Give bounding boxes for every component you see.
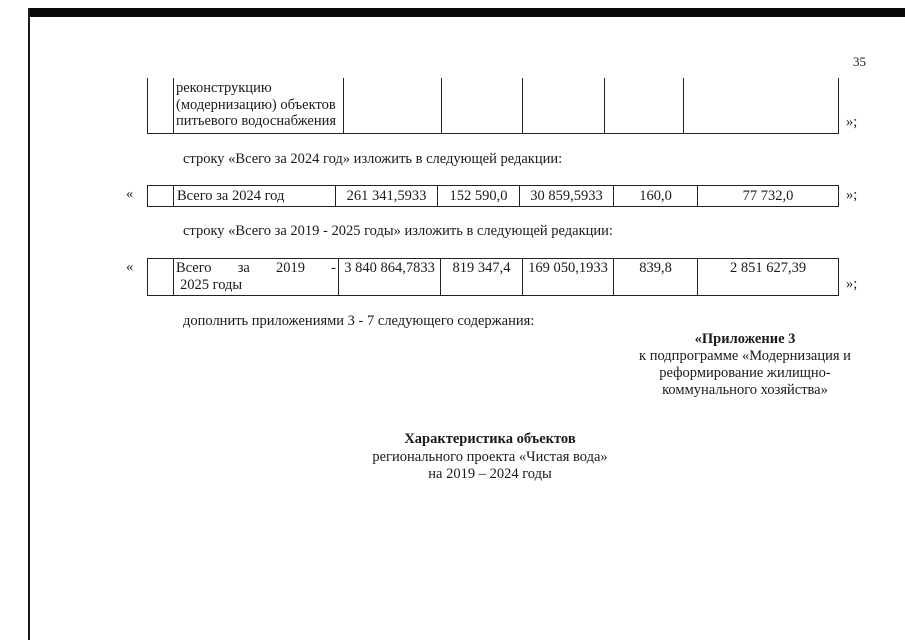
table-row [148,259,839,296]
cell-value: 152 590,0 [438,186,520,207]
cell-value: 30 859,5933 [520,186,614,207]
table-row [148,78,839,134]
appendix-line: к подпрограмме «Модернизация и [639,348,851,364]
page-number: 35 [853,54,866,69]
cell-object-description [174,78,344,134]
heading-title: Характеристика объектов [404,431,576,447]
close-quote: »; [846,276,858,292]
cell-value: 839,8 [614,259,698,296]
appendix-line: реформирование жилищно- [659,365,831,381]
cell-value: 169 050,1933 [523,259,614,296]
table-fragment [147,78,839,134]
close-quote: »; [846,114,858,130]
cell-value: 2 851 627,39 [698,259,839,296]
label-line: 2025 годы [180,276,243,293]
section-heading [340,431,640,484]
open-quote: « [126,186,134,202]
cell-number [148,78,174,134]
label-line: Всего за 2019 - [176,260,336,276]
cell-value [605,78,684,134]
cell-value [523,78,605,134]
instruction-text: строку «Всего за 2019 - 2025 годы» изложить в следующей редакции: [183,223,613,239]
cell-label [174,259,339,296]
open-quote: « [126,259,134,275]
cell-number [148,186,174,207]
description-line: питьевого водоснабжения [176,113,337,129]
cell-value: 160,0 [614,186,698,207]
description-line: реконструкцию [176,80,272,96]
table-total-2024 [147,185,839,207]
cell-value: 3 840 864,7833 [339,259,441,296]
cell-value [684,78,839,134]
heading-line: регионального проекта «Чистая вода» [372,448,608,465]
cell-number [148,259,174,296]
appendix-title: «Приложение 3 [694,331,796,347]
scan-border-left [28,8,30,640]
description-line: (модернизацию) объектов [176,96,336,113]
appendix-line: коммунального хозяйства» [662,382,828,398]
instruction-text: строку «Всего за 2024 год» изложить в следующей редакции: [183,151,563,167]
scan-border-top [28,8,905,17]
cell-value: 261 341,5933 [336,186,438,207]
close-quote: »; [846,187,858,203]
cell-value: 77 732,0 [698,186,839,207]
table-row [148,186,839,207]
table-total-2019-2025 [147,258,839,296]
heading-line: на 2019 – 2024 годы [428,466,552,482]
instruction-text: дополнить приложениями 3 - 7 следующего содержания: [183,313,535,329]
cell-label: Всего за 2024 год [174,186,336,207]
cell-value [344,78,442,134]
appendix-caption [628,331,862,399]
cell-value: 819 347,4 [441,259,523,296]
cell-value [442,78,523,134]
